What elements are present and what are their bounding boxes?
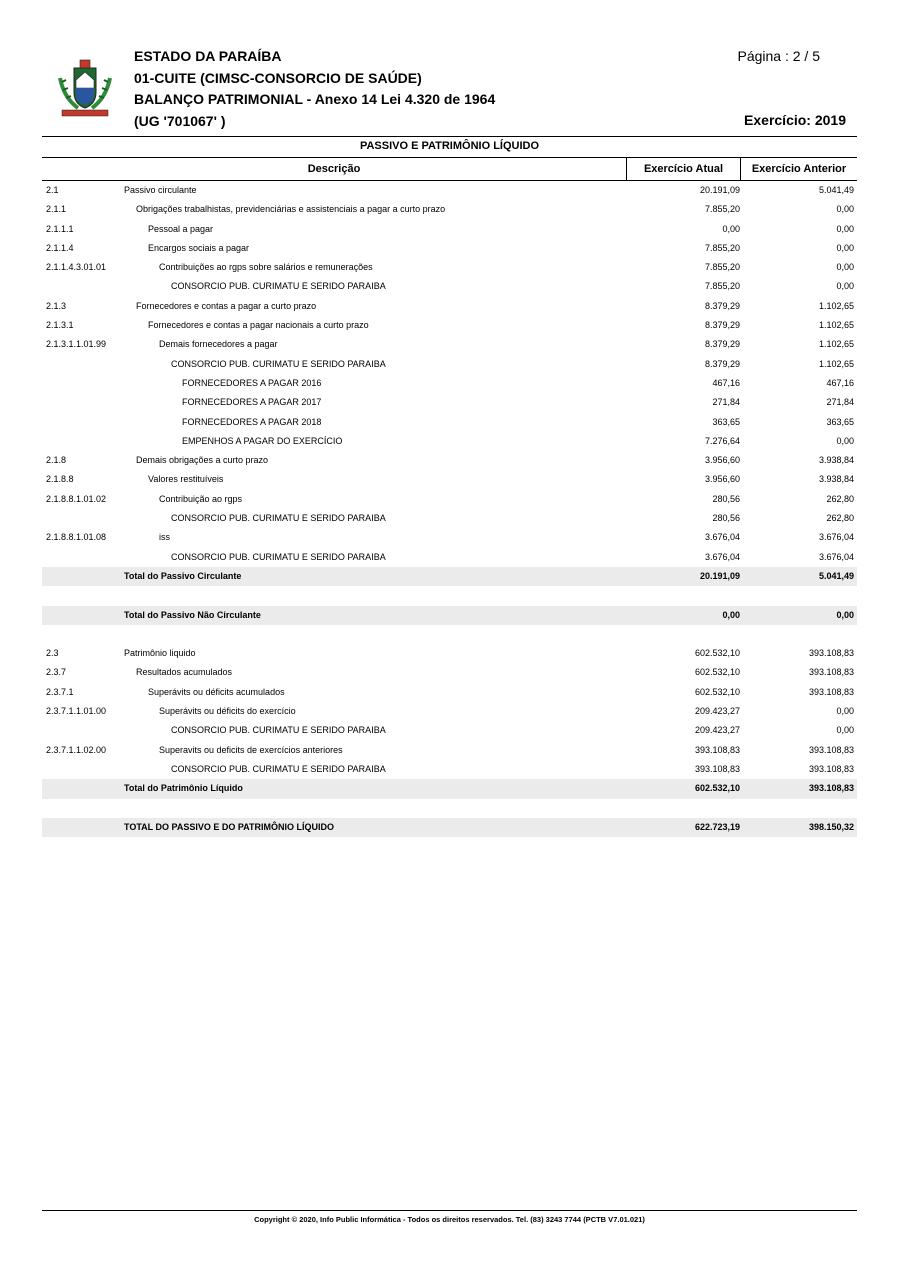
row-previous-value: 1.102,65 — [818, 320, 854, 331]
copyright-footer: Copyright © 2020, Info Public Informática - Todos os direitos reservados. Tel. (83) 3243 7744 (PCTB V7.01.021) — [254, 1215, 645, 1224]
total-row — [42, 567, 857, 586]
row-code: 2.1.1.4.3.01.01 — [46, 262, 107, 273]
row-description: Total do Passivo Não Circulante — [124, 609, 261, 620]
table-row — [42, 721, 857, 740]
page-number: Página : 2 / 5 — [737, 48, 820, 64]
row-current-value: 602.532,10 — [694, 686, 740, 697]
table-row — [42, 220, 857, 239]
total-row — [42, 606, 857, 625]
row-description: Valores restituíveis — [148, 474, 224, 485]
row-previous-value: 1.102,65 — [818, 339, 854, 350]
table-row — [42, 277, 857, 296]
table-row — [42, 702, 857, 721]
row-previous-value: 3.676,04 — [818, 532, 854, 543]
table-row — [42, 239, 857, 258]
row-description: Resultados acumulados — [136, 667, 233, 678]
row-previous-value: 0,00 — [836, 435, 854, 446]
row-code: 2.1.3.1.1.01.99 — [46, 339, 107, 350]
coat-of-arms-logo — [56, 58, 114, 120]
row-previous-value: 262,80 — [826, 513, 854, 524]
row-current-value: 7.855,20 — [704, 242, 740, 253]
balance-table — [42, 181, 857, 837]
row-previous-value: 0,00 — [836, 223, 854, 234]
row-code: 2.3 — [46, 648, 59, 659]
row-code: 2.1.3.1 — [46, 320, 74, 331]
row-current-value: 3.676,04 — [704, 551, 740, 562]
row-previous-value: 262,80 — [826, 493, 854, 504]
row-description: CONSORCIO PUB. CURIMATU E SERIDO PARAIBA — [171, 513, 386, 524]
row-previous-value: 1.102,65 — [818, 300, 854, 311]
state-name: ESTADO DA PARAÍBA — [134, 48, 282, 64]
row-current-value: 622.723,19 — [694, 821, 740, 832]
row-description: Obrigações trabalhistas, previdenciárias e assistenciais a pagar a curto prazo — [136, 204, 446, 215]
table-row — [42, 548, 857, 567]
table-row — [42, 335, 857, 354]
row-description: iss — [159, 532, 170, 543]
spacer-row — [42, 586, 857, 605]
spacer-row — [42, 799, 857, 818]
row-current-value: 8.379,29 — [704, 358, 740, 369]
section-title: PASSIVO E PATRIMÔNIO LÍQUIDO — [359, 140, 540, 152]
row-previous-value: 363,65 — [826, 416, 854, 427]
table-row — [42, 644, 857, 663]
row-previous-value: 0,00 — [836, 725, 854, 736]
row-current-value: 3.956,60 — [704, 455, 740, 466]
row-current-value: 209.423,27 — [694, 706, 740, 717]
table-row — [42, 528, 857, 547]
row-description: CONSORCIO PUB. CURIMATU E SERIDO PARAIBA — [171, 358, 386, 369]
row-current-value: 7.855,20 — [704, 262, 740, 273]
row-current-value: 602.532,10 — [694, 648, 740, 659]
row-current-value: 363,65 — [712, 416, 740, 427]
row-previous-value: 393.108,83 — [808, 686, 854, 697]
row-current-value: 0,00 — [722, 223, 740, 234]
table-row — [42, 490, 857, 509]
row-description: Demais obrigações a curto prazo — [136, 455, 269, 466]
total-row — [42, 779, 857, 798]
row-description: Encargos sociais a pagar — [148, 242, 250, 253]
row-previous-value: 271,84 — [826, 397, 854, 408]
row-current-value: 467,16 — [712, 377, 740, 388]
row-description: TOTAL DO PASSIVO E DO PATRIMÔNIO LÍQUIDO — [124, 821, 335, 832]
table-row — [42, 470, 857, 489]
row-description: Patrimônio liquido — [124, 648, 196, 659]
row-current-value: 8.379,29 — [704, 300, 740, 311]
row-previous-value: 398.150,32 — [808, 821, 854, 832]
row-current-value: 8.379,29 — [704, 320, 740, 331]
table-row — [42, 760, 857, 779]
row-current-value: 8.379,29 — [704, 339, 740, 350]
row-previous-value: 0,00 — [836, 706, 854, 717]
row-current-value: 280,56 — [712, 513, 740, 524]
row-current-value: 7.855,20 — [704, 281, 740, 292]
row-code: 2.3.7.1 — [46, 686, 74, 697]
row-description: Demais fornecedores a pagar — [159, 339, 278, 350]
row-code: 2.1.3 — [46, 300, 67, 311]
row-current-value: 7.276,64 — [704, 435, 740, 446]
row-current-value: 0,00 — [722, 609, 740, 620]
row-code: 2.1.8.8 — [46, 474, 74, 485]
row-description: Contribuições ao rgps sobre salários e remunerações — [159, 262, 373, 273]
table-row — [42, 663, 857, 682]
row-description: CONSORCIO PUB. CURIMATU E SERIDO PARAIBA — [171, 763, 386, 774]
column-header-atual: Exercício Atual — [643, 163, 724, 175]
row-previous-value: 0,00 — [836, 281, 854, 292]
row-current-value: 209.423,27 — [694, 725, 740, 736]
table-row — [42, 683, 857, 702]
row-previous-value: 5.041,49 — [818, 570, 854, 581]
row-previous-value: 393.108,83 — [808, 783, 854, 794]
table-row — [42, 316, 857, 335]
row-code: 2.1 — [46, 185, 59, 195]
footer-rule — [42, 1210, 857, 1211]
row-description: Superávits ou déficits do exercício — [159, 706, 296, 717]
table-row — [42, 509, 857, 528]
row-description: Total do Patrimônio Líquido — [124, 783, 243, 794]
row-description: CONSORCIO PUB. CURIMATU E SERIDO PARAIBA — [171, 551, 386, 562]
table-row — [42, 181, 857, 200]
row-description: CONSORCIO PUB. CURIMATU E SERIDO PARAIBA — [171, 281, 386, 292]
header-rule — [42, 136, 857, 137]
spacer-row — [42, 625, 857, 644]
row-current-value: 602.532,10 — [694, 783, 740, 794]
row-description: Contribuição ao rgps — [159, 493, 243, 504]
row-current-value: 271,84 — [712, 397, 740, 408]
row-current-value: 7.855,20 — [704, 204, 740, 215]
row-code: 2.3.7.1.1.02.00 — [46, 744, 107, 755]
table-row — [42, 374, 857, 393]
entity-name: 01-CUITE (CIMSC-CONSORCIO DE SAÚDE) — [134, 70, 422, 86]
row-previous-value: 3.938,84 — [818, 474, 854, 485]
table-row — [42, 393, 857, 412]
row-current-value: 393.108,83 — [694, 763, 740, 774]
row-description: CONSORCIO PUB. CURIMATU E SERIDO PARAIBA — [171, 725, 386, 736]
row-previous-value: 393.108,83 — [808, 667, 854, 678]
column-header-descricao: Descrição — [307, 163, 361, 175]
row-description: Fornecedores e contas a pagar a curto prazo — [136, 300, 317, 311]
row-description: Pessoal a pagar — [148, 223, 214, 234]
row-description: Total do Passivo Circulante — [124, 570, 242, 581]
row-previous-value: 0,00 — [836, 204, 854, 215]
table-row — [42, 200, 857, 219]
row-description: Superávits ou déficits acumulados — [148, 686, 285, 697]
row-current-value: 20.191,09 — [699, 185, 740, 195]
row-previous-value: 1.102,65 — [818, 358, 854, 369]
row-code: 2.1.1.1 — [46, 223, 74, 234]
row-code: 2.1.8 — [46, 455, 67, 466]
row-previous-value: 393.108,83 — [808, 648, 854, 659]
row-description: FORNECEDORES A PAGAR 2016 — [182, 377, 322, 388]
ug-code: (UG '701067' ) — [134, 113, 226, 129]
row-previous-value: 5.041,49 — [818, 185, 854, 195]
row-previous-value: 0,00 — [836, 242, 854, 253]
row-previous-value: 393.108,83 — [808, 744, 854, 755]
total-row — [42, 818, 857, 837]
row-current-value: 602.532,10 — [694, 667, 740, 678]
table-row — [42, 413, 857, 432]
row-code: 2.1.1.4 — [46, 242, 74, 253]
row-previous-value: 3.676,04 — [818, 551, 854, 562]
row-current-value: 393.108,83 — [694, 744, 740, 755]
table-row — [42, 432, 857, 451]
row-code: 2.3.7 — [46, 667, 67, 678]
row-description: FORNECEDORES A PAGAR 2017 — [182, 397, 322, 408]
row-code: 2.1.1 — [46, 204, 67, 215]
row-code: 2.3.7.1.1.01.00 — [46, 706, 107, 717]
row-previous-value: 393.108,83 — [808, 763, 854, 774]
row-previous-value: 0,00 — [836, 262, 854, 273]
row-current-value: 3.956,60 — [704, 474, 740, 485]
row-previous-value: 3.938,84 — [818, 455, 854, 466]
row-current-value: 280,56 — [712, 493, 740, 504]
table-row — [42, 258, 857, 277]
row-description: Superavits ou deficits de exercícios anteriores — [159, 744, 343, 755]
row-previous-value: 0,00 — [836, 609, 854, 620]
table-row — [42, 355, 857, 374]
table-row — [42, 451, 857, 470]
row-description: Passivo circulante — [124, 185, 197, 195]
row-code: 2.1.8.8.1.01.02 — [46, 493, 107, 504]
row-current-value: 3.676,04 — [704, 532, 740, 543]
row-code: 2.1.8.8.1.01.08 — [46, 532, 107, 543]
row-previous-value: 467,16 — [826, 377, 854, 388]
report-title: BALANÇO PATRIMONIAL - Anexo 14 Lei 4.320 de 1964 — [134, 91, 496, 107]
column-header-anterior: Exercício Anterior — [751, 163, 847, 175]
row-description: FORNECEDORES A PAGAR 2018 — [182, 416, 322, 427]
row-description: Fornecedores e contas a pagar nacionais a curto prazo — [148, 320, 369, 331]
fiscal-year: Exercício: 2019 — [744, 112, 846, 128]
row-description: EMPENHOS A PAGAR DO EXERCÍCIO — [182, 435, 343, 446]
table-row — [42, 297, 857, 316]
row-current-value: 20.191,09 — [699, 570, 740, 581]
table-row — [42, 741, 857, 760]
